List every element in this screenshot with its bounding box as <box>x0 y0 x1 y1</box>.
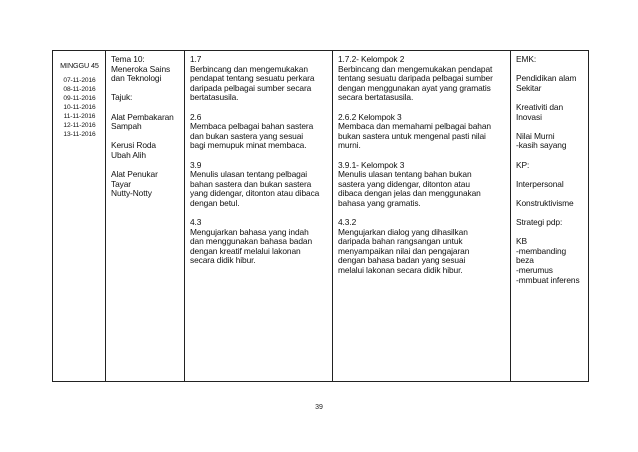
emk-label: EMK: <box>516 54 537 64</box>
date-7: 13-11-2016 <box>63 131 96 138</box>
kp-interpersonal: Interpersonal <box>516 178 564 189</box>
date-4: 10-11-2016 <box>63 104 96 111</box>
topic-1: Alat Pembakaran Sampah <box>111 111 174 132</box>
theme-cell <box>106 51 185 382</box>
objective-3-9-1: 3.9.1- Kelompok 3 Menulis ulasan tentang bahan bukan sastera yang didengar, ditonton atau dibaca dengan jelas dan menggunakan bahasa yang gramatis. <box>338 159 481 208</box>
date-1: 07-11-2016 <box>63 77 96 84</box>
theme-title: Tema 10: Meneroka Sains dan Teknologi <box>111 54 171 84</box>
week-label: MINGGU 45 <box>60 61 99 70</box>
kp-constructivism: Konstruktivisme <box>516 197 574 208</box>
standard-3-9: 3.9 Menulis ulasan tentang pelbagai bahan sastera dan bukan sastera yang didengar, ditonton atau dibaca dengan betul. <box>190 159 320 208</box>
topic-label: Tajuk: <box>111 92 133 103</box>
objective-4-3-2: 4.3.2 Mengujarkan dialog yang dihasilkan daripada bahan rangsangan untuk menyampaikan nilai dan pengajaran dengan bahasa badan yang sesuai melalui lakonan secara didik hibur. <box>338 217 470 276</box>
page-number: 39 <box>315 404 323 411</box>
standard-2-6: 2.6 Membaca pelbagai bahan sastera dan bukan sastera yang sesuai bagi memupuk minat membaca. <box>190 111 314 151</box>
content-standards-cell <box>185 51 333 382</box>
topic-3: Alat Penukar Tayar Nutty-Notty <box>111 169 158 199</box>
date-5: 11-11-2016 <box>63 113 96 120</box>
learning-standards-cell <box>333 51 511 382</box>
strategy-label: Strategi pdp: <box>516 217 563 228</box>
topic-2: Kerusi Roda Ubah Alih <box>111 140 156 160</box>
standard-4-3: 4.3 Mengujarkan bahasa yang indah dan menggunakan bahasa badan dengan kreatif melalui lakonan secara didik hibur. <box>190 217 313 266</box>
emk-environment: Pendidikan alam Sekitar <box>516 73 577 93</box>
date-2: 08-11-2016 <box>63 86 96 93</box>
kp-label: KP: <box>516 159 530 170</box>
objective-1-7-2: 1.7.2- Kelompok 2 Berbincang dan mengemukakan pendapat tentang sesuatu daripada pelbagai sumber dengan menggunakan ayat yang gramatis secara bertatasusila. <box>338 54 493 103</box>
date-6: 12-11-2016 <box>63 122 96 129</box>
moral-values: Nilai Murni -kasih sayang <box>516 130 567 151</box>
kb-skills: KB -membanding beza -merumus -mmbuat inferens <box>516 236 580 285</box>
week-cell <box>53 51 106 382</box>
date-3: 09-11-2016 <box>63 95 96 102</box>
table-row <box>53 51 589 382</box>
standard-1-7: 1.7 Berbincang dan mengemukakan pendapat tentang sesuatu perkara daripada pelbagai sumber secara bertatasusila. <box>190 54 315 103</box>
notes-cell <box>511 51 589 382</box>
emk-creativity: Kreativiti dan Inovasi <box>516 101 564 122</box>
lesson-plan-table <box>52 50 589 382</box>
objective-2-6-2: 2.6.2 Kelompok 3 Membaca dan memahami pelbagai bahan bukan sastera untuk mengenal pasti nilai murni. <box>338 111 491 151</box>
